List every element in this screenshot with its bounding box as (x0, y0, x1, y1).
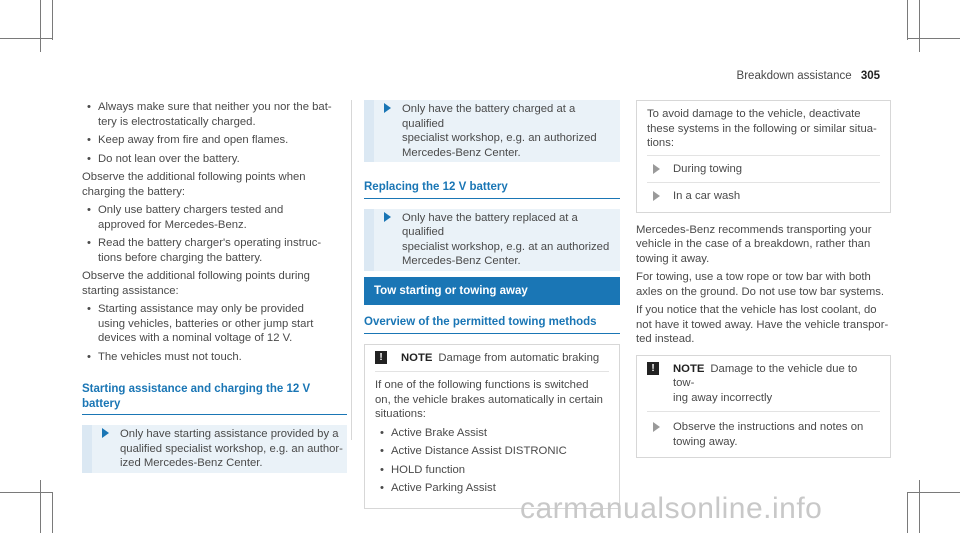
list-item: • Always make sure that neither you nor the bat- tery is electrostatically charged. (87, 101, 332, 128)
paragraph: For towing, use a tow rope or tow bar with both axles on the ground. Do not use tow bar systems. (636, 271, 885, 298)
note-box (364, 344, 620, 509)
crop-mark (907, 0, 908, 40)
list-item: • The vehicles must not touch. (87, 350, 242, 363)
crop-mark (908, 492, 960, 493)
note-title: Damage from automatic braking (438, 351, 600, 364)
list-item: • Keep away from fire and open flames. (87, 134, 289, 146)
info-box (636, 100, 891, 213)
section-name: Breakdown assistance (736, 70, 852, 82)
warning-icon: ! (375, 351, 387, 364)
arrow-right-icon (653, 422, 660, 432)
column-1 (82, 100, 347, 479)
paragraph: Observe the additional following points when charging the battery: (82, 171, 306, 198)
note-title: Damage to the vehicle due to tow- ing away incorrectly (673, 362, 858, 404)
crop-mark (40, 0, 41, 52)
crop-mark (52, 0, 53, 40)
list-item: • Active Parking Assist (380, 482, 496, 494)
paragraph: To avoid damage to the vehicle, deactivate these systems in the following or similar situa- tions: (647, 108, 877, 149)
crop-mark (919, 480, 920, 533)
note-label: NOTE (673, 362, 705, 375)
crop-mark (0, 492, 52, 493)
list-item: • Starting assistance may only be provided using vehicles, batteries or other jump start devices with a nominal voltage of 12 V. (87, 303, 314, 344)
arrow-right-icon (102, 428, 109, 438)
crop-mark (907, 492, 908, 533)
arrow-right-icon (653, 164, 660, 174)
instruction-step: During towing (647, 155, 880, 183)
crop-mark (40, 480, 41, 533)
page-header (737, 70, 880, 82)
column-divider (351, 100, 352, 440)
chapter-banner: Tow starting or towing away (364, 277, 620, 306)
instruction-step: Observe the instructions and notes on towing away. (647, 418, 880, 449)
arrow-right-icon (653, 191, 660, 201)
instruction-step: Only have the battery replaced at a qualified specialist workshop, e.g. at an authorized Mercedes-Benz Center. (364, 209, 620, 271)
list-item: • Read the battery charger's operating instruc- tions before charging the battery. (87, 237, 322, 264)
section-title: Starting assistance and charging the 12 V battery (82, 382, 347, 415)
note-body: If one of the following functions is switched on, the vehicle brakes automatically in certain situations: (375, 379, 603, 420)
warning-icon: ! (647, 362, 659, 375)
instruction-step: Only have starting assistance provided by a qualified specialist workshop, e.g. an author- ized Mercedes-Benz Center. (82, 425, 347, 473)
list-item: • HOLD function (380, 463, 466, 476)
column-2 (364, 100, 620, 509)
note-box (636, 355, 891, 459)
arrow-right-icon (384, 103, 391, 113)
instruction-step: Only have the battery charged at a qualified specialist workshop, e.g. an authorized Mercedes-Benz Center. (364, 100, 620, 162)
list-item: • Only use battery chargers tested and approved for Mercedes-Benz. (87, 204, 284, 231)
paragraph: Observe the additional following points during starting assistance: (82, 270, 310, 297)
column-3 (636, 100, 891, 458)
arrow-right-icon (384, 212, 391, 222)
list-item: • Active Brake Assist (380, 426, 488, 439)
watermark: carmanualsonline.info (520, 492, 823, 525)
subsection-title: Overview of the permitted towing methods (364, 315, 620, 334)
list-item: • Active Distance Assist DISTRONIC (380, 445, 567, 457)
crop-mark (52, 492, 53, 533)
crop-mark (0, 38, 52, 39)
paragraph: If you notice that the vehicle has lost coolant, do not have it towed away. Have the vehicle transpor- ted instead. (636, 304, 889, 345)
instruction-step: In a car wash (647, 182, 880, 206)
paragraph: Mercedes-Benz recommends transporting your vehicle in the case of a breakdown, rather than towing it away. (636, 223, 872, 265)
note-label: NOTE (401, 351, 433, 364)
crop-mark (908, 38, 960, 39)
list-item: • Do not lean over the battery. (87, 152, 240, 165)
crop-mark (919, 0, 920, 52)
page-number: 305 (860, 70, 880, 82)
section-title: Replacing the 12 V battery (364, 180, 620, 199)
